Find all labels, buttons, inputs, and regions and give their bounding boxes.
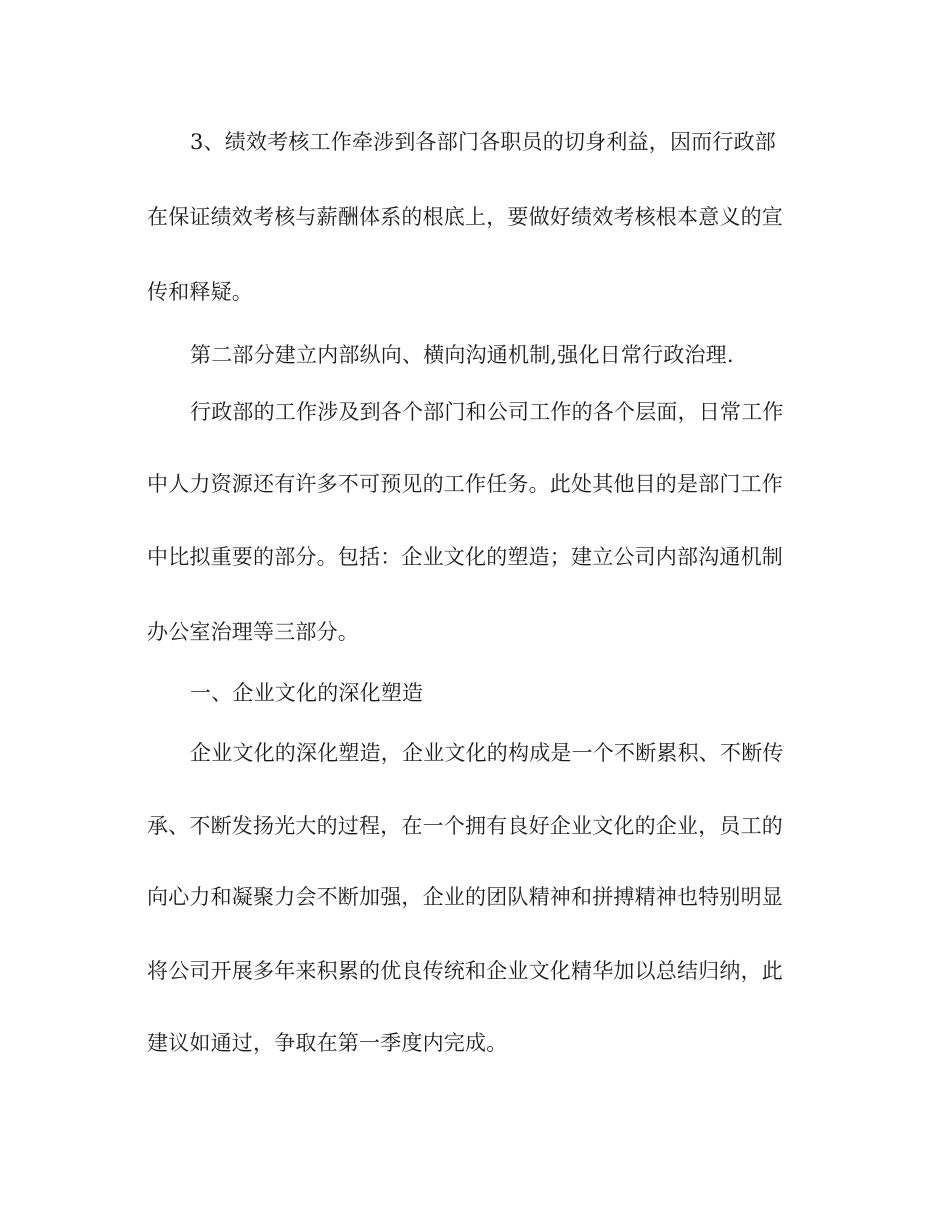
section-heading-culture: 一、企业文化的深化塑造: [190, 681, 424, 705]
paragraph-culture-line-1: 企业文化的深化塑造，企业文化的构成是一个不断累积、不断传: [190, 741, 784, 765]
paragraph-culture-line-2: 承、不断发扬光大的过程，在一个拥有良好企业文化的企业，员工的: [147, 814, 783, 838]
paragraph-admin-line-2: 中人力资源还有许多不可预见的工作任务。此处其他目的是部门工作: [147, 472, 783, 496]
section-heading-part-two: 第二部分建立内部纵向、横向沟通机制,强化日常行政治理.: [190, 343, 734, 367]
paragraph-performance-line-1: 3、绩效考核工作牵涉到各部门各职员的切身利益，因而行政部: [190, 130, 776, 154]
paragraph-admin-line-3: 中比拟重要的部分。包括：企业文化的塑造；建立公司内部沟通机制: [147, 545, 783, 569]
paragraph-culture-line-4: 将公司开展多年来积累的优良传统和企业文化精华加以总结归纳，此: [147, 959, 783, 983]
paragraph-culture-line-3: 向心力和凝聚力会不断加强，企业的团队精神和拼搏精神也特别明显: [147, 885, 783, 909]
paragraph-performance-line-2: 在保证绩效考核与薪酬体系的根底上，要做好绩效考核根本意义的宣: [147, 205, 783, 229]
paragraph-performance-line-3: 传和释疑。: [147, 280, 253, 304]
paragraph-culture-line-5: 建议如通过，争取在第一季度内完成。: [147, 1031, 508, 1055]
paragraph-admin-line-4: 办公室治理等三部分。: [147, 620, 359, 644]
paragraph-admin-line-1: 行政部的工作涉及到各个部门和公司工作的各个层面，日常工作: [190, 400, 784, 424]
